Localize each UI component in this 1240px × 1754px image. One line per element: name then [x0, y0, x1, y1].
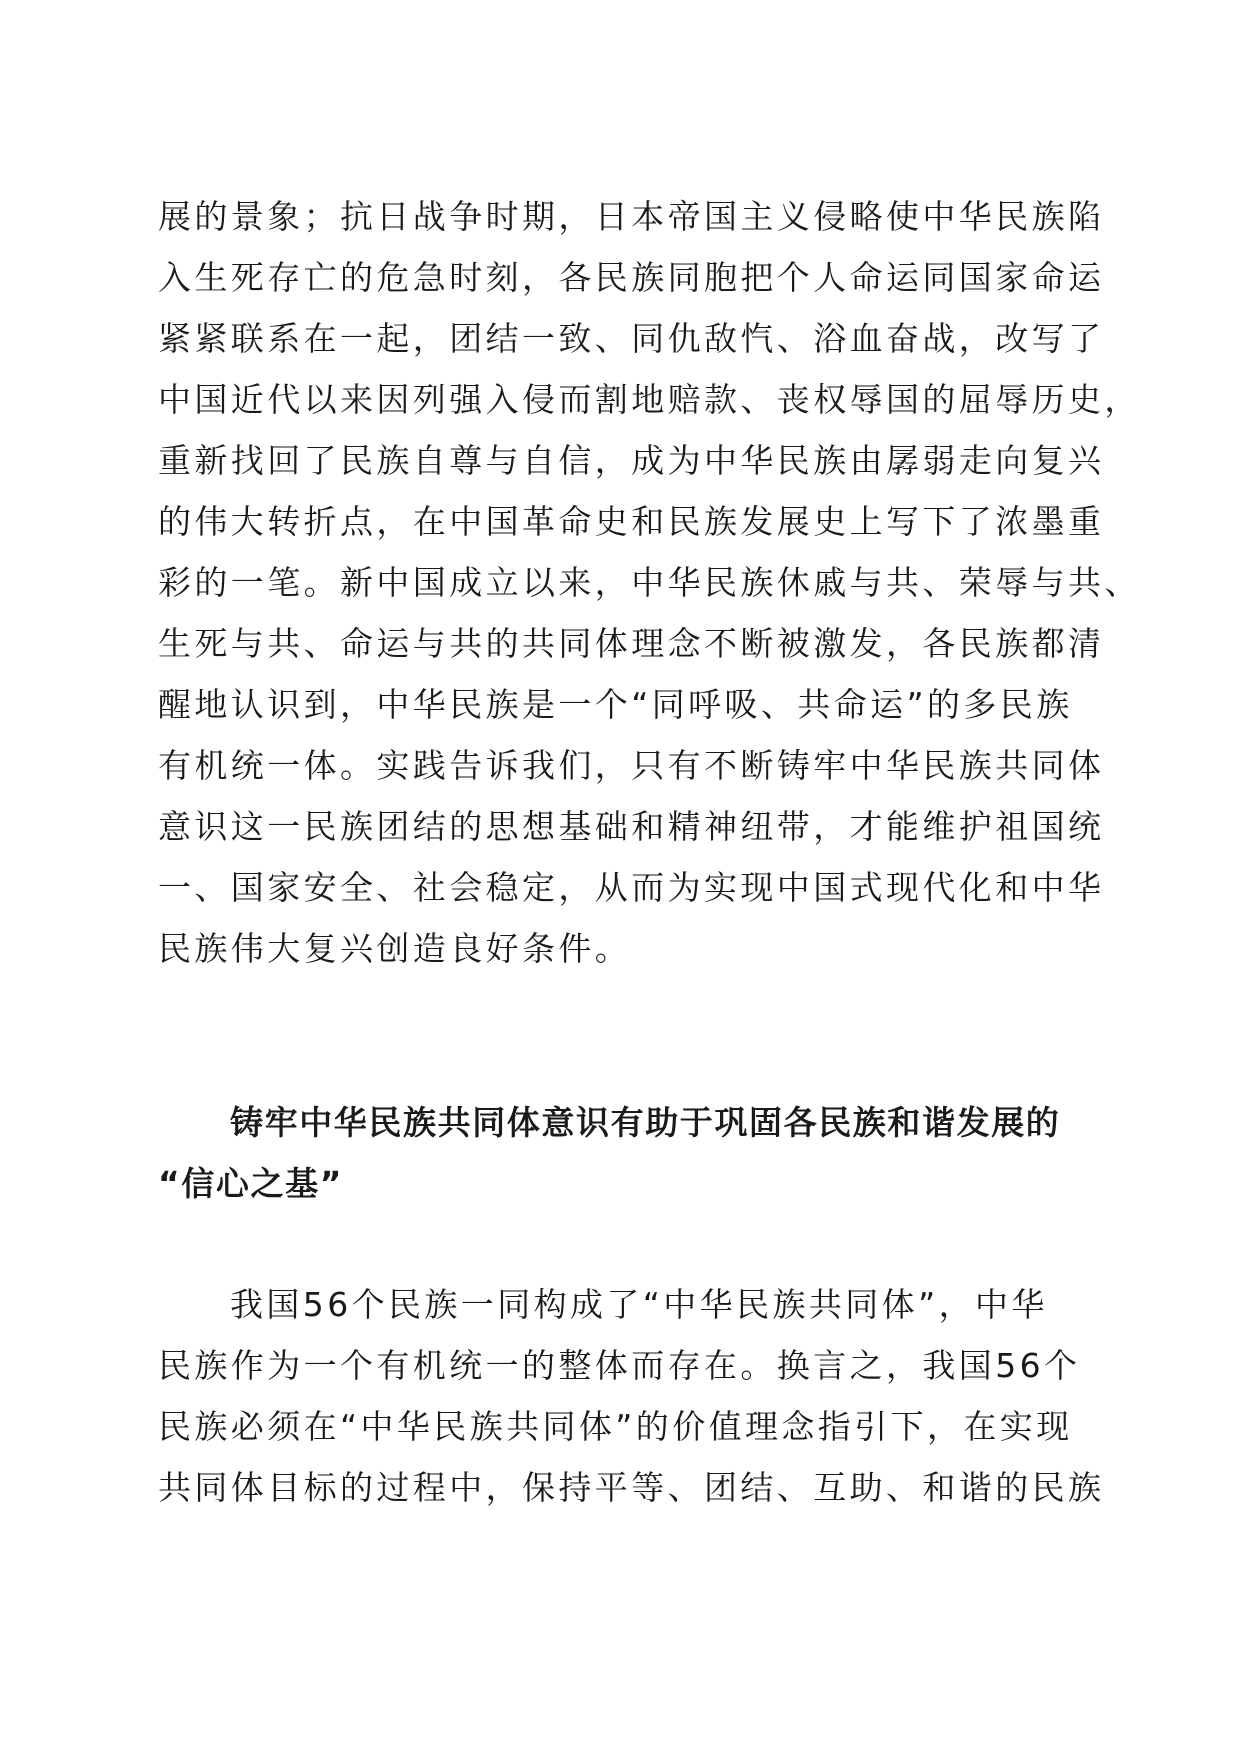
text-line: 民族作为一个有机统一的整体而存在。换言之，我国56个 — [158, 1346, 1081, 1385]
section-heading — [158, 1092, 1078, 1214]
text-line: 彩的一笔。新中国成立以来，中华民族休戚与共、荣辱与共、 — [158, 563, 1141, 602]
text-line: 醒地认识到，中华民族是一个“同呼吸、共命运”的多民族 — [158, 685, 1073, 724]
text-line: 民族必须在“中华民族共同体”的价值理念指引下，在实现 — [158, 1407, 1073, 1446]
text-line: 有机统一体。实践告诉我们，只有不断铸牢中华民族共同体 — [158, 746, 1105, 785]
text-line: 意识这一民族团结的思想基础和精神纽带，才能维护祖国统 — [158, 807, 1105, 846]
text-line: 我国56个民族一同构成了“中华民族共同体”，中华 — [230, 1285, 1048, 1324]
text-line: 入生死存亡的危急时刻，各民族同胞把个人命运同国家命运 — [158, 258, 1105, 297]
text-line: 重新找回了民族自尊与自信，成为中华民族由孱弱走向复兴 — [158, 441, 1105, 480]
heading-line: 铸牢中华民族共同体意识有助于巩固各民族和谐发展的 — [230, 1103, 1061, 1142]
paragraph-56-ethnic-groups — [158, 1274, 1105, 1518]
text-line: 中国近代以来因列强入侵而割地赔款、丧权辱国的屈辱历史， — [158, 380, 1141, 419]
heading-line: “信心之基” — [158, 1164, 343, 1203]
text-line: 一、国家安全、社会稳定，从而为实现中国式现代化和中华 — [158, 868, 1105, 907]
text-line: 共同体目标的过程中，保持平等、团结、互助、和谐的民族 — [158, 1468, 1105, 1507]
text-line: 紧紧联系在一起，团结一致、同仇敌忾、浴血奋战，改写了 — [158, 319, 1105, 358]
paragraph-historical-unity — [158, 186, 1141, 979]
text-line: 展的景象；抗日战争时期，日本帝国主义侵略使中华民族陷 — [158, 197, 1105, 236]
text-line: 的伟大转折点，在中国革命史和民族发展史上写下了浓墨重 — [158, 502, 1105, 541]
text-line: 生死与共、命运与共的共同体理念不断被激发，各民族都清 — [158, 624, 1105, 663]
text-line: 民族伟大复兴创造良好条件。 — [158, 929, 632, 968]
